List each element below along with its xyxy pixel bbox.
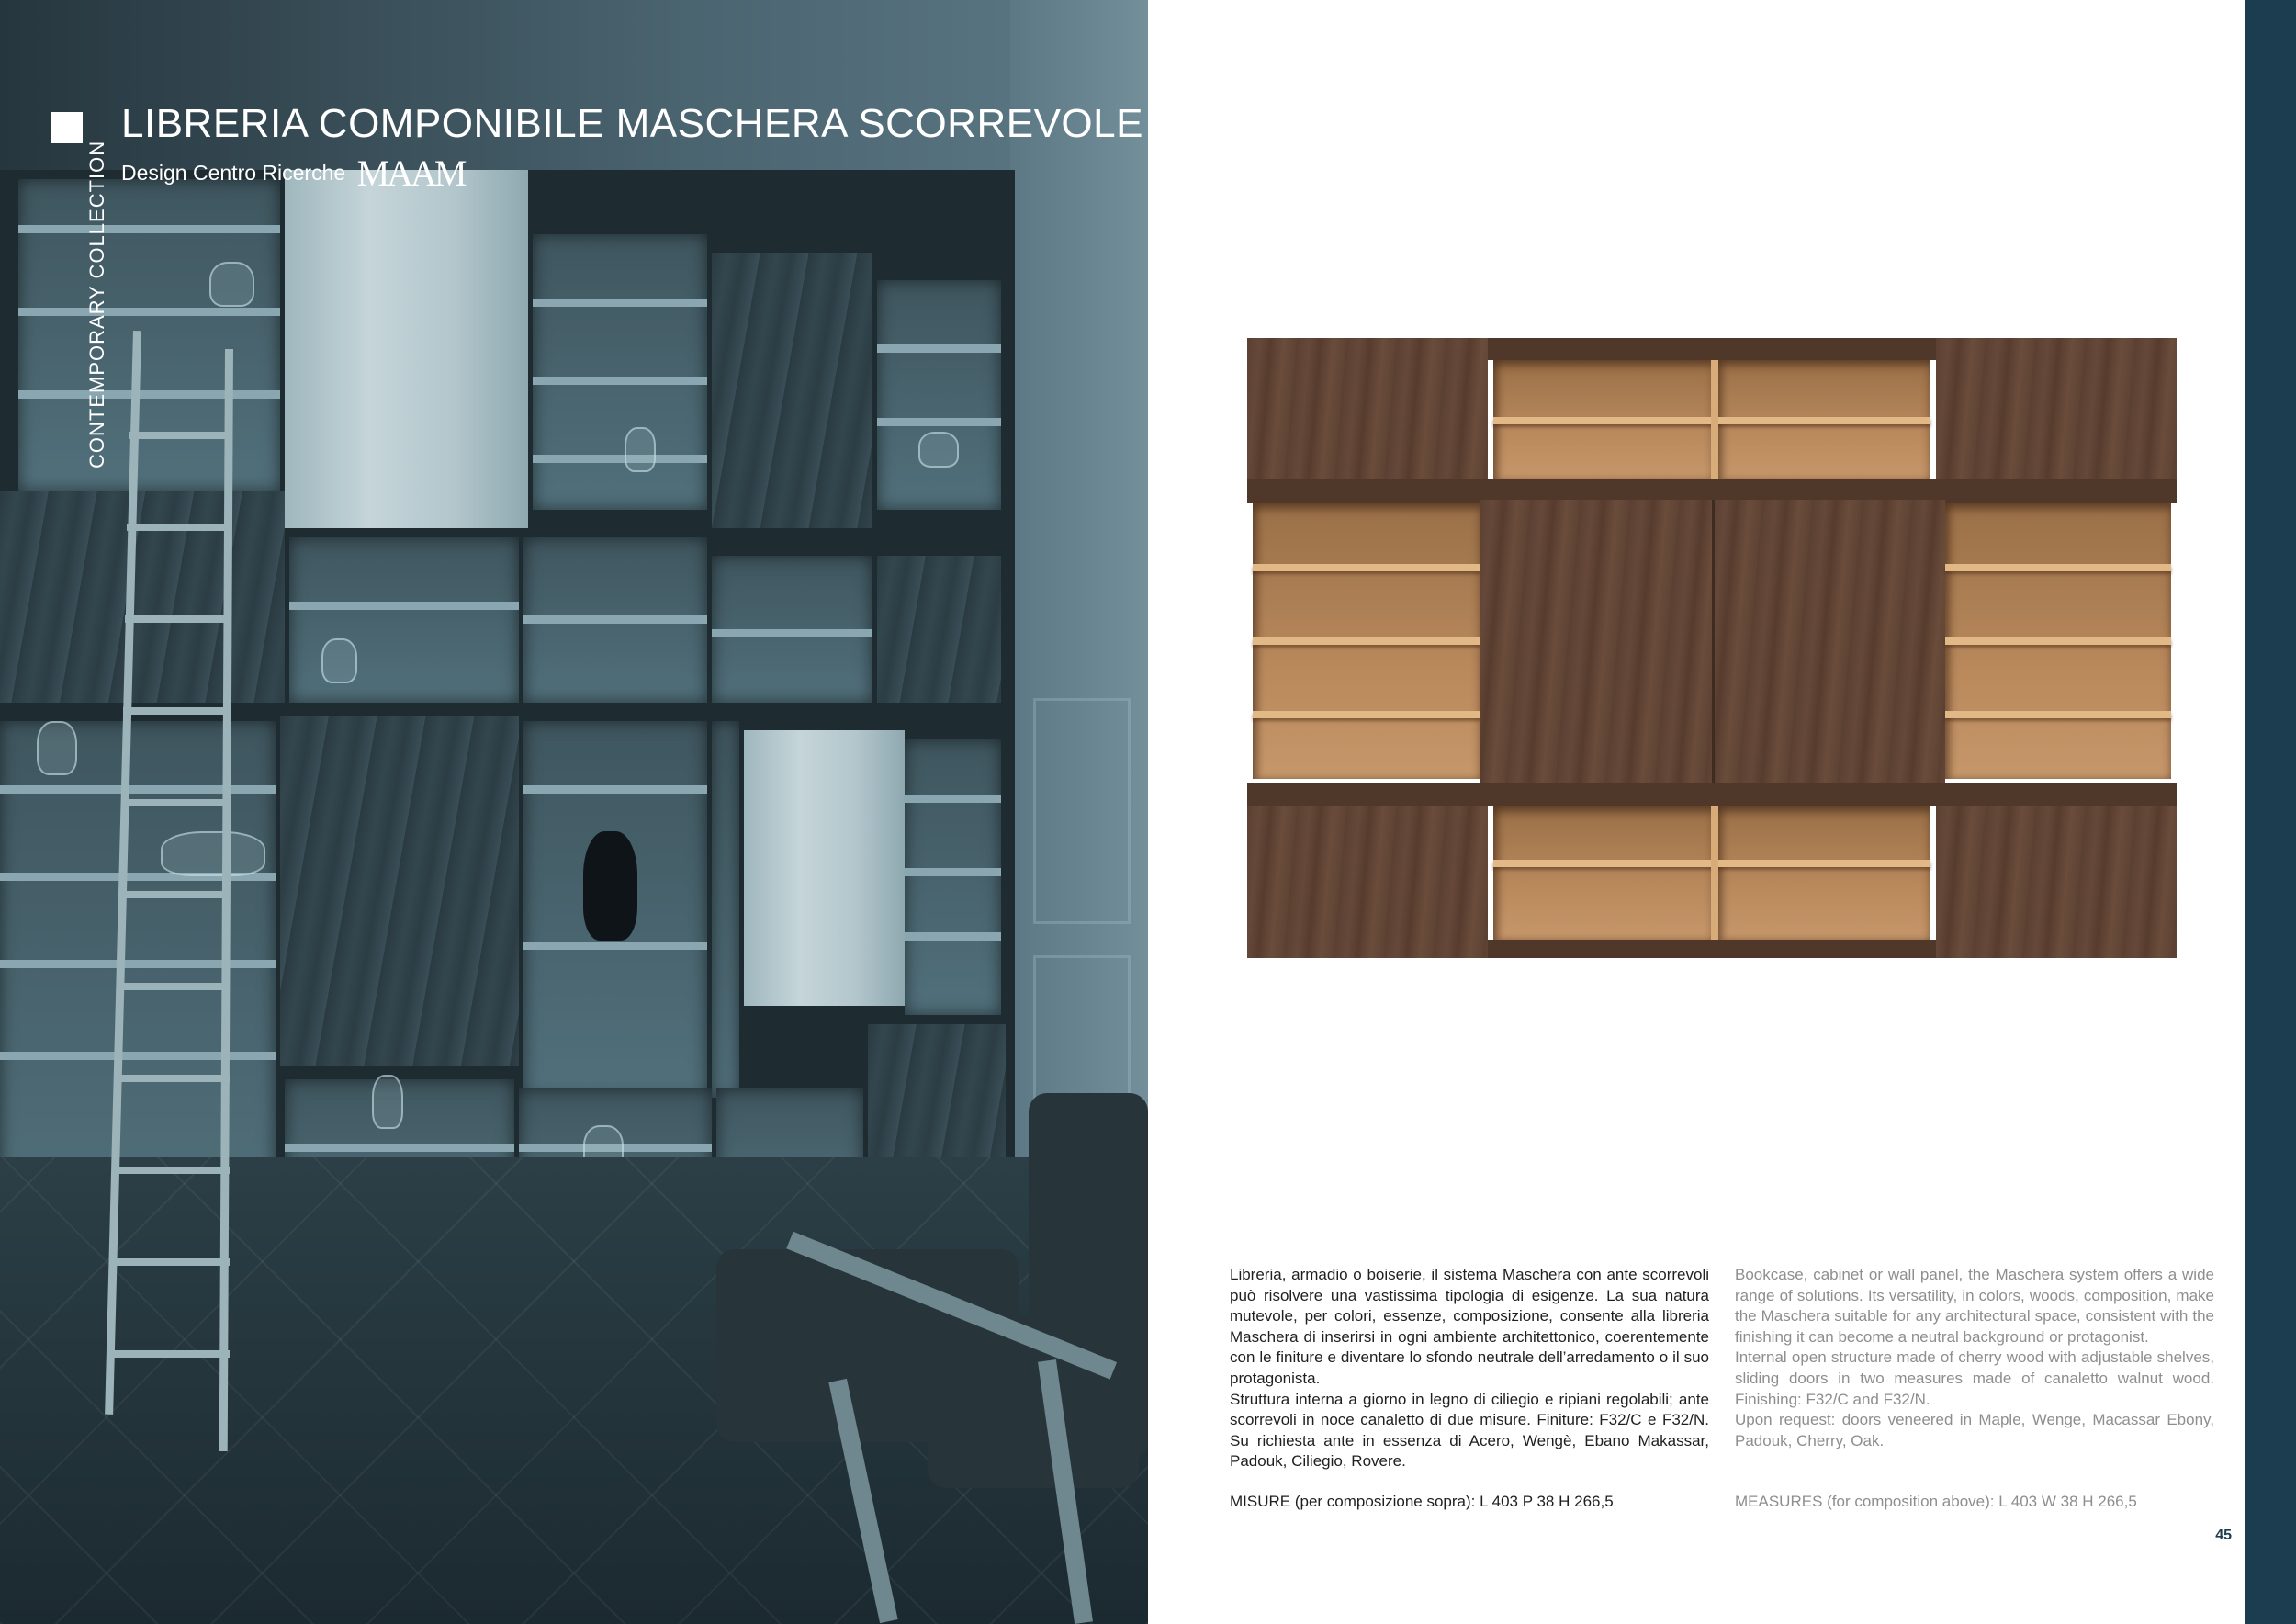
photo-bookcase — [0, 170, 1015, 1286]
photo-shelf — [0, 1052, 276, 1060]
photo-vase — [209, 262, 254, 307]
description-en-paragraph: Internal open structure made of cherry wood with adjustable shelves, sliding doors in two measures made of canaletto walnut wood. Finishing: F32/C and F32/N. — [1735, 1348, 2214, 1408]
photo-ladder-rung — [118, 983, 230, 990]
photo-ladder-rung — [110, 1350, 230, 1358]
photo-shelf — [877, 418, 1001, 426]
photo-shelf — [523, 785, 707, 794]
photo-shelf — [905, 932, 1001, 941]
product-sliding-door — [1713, 500, 1945, 783]
product-image — [1247, 338, 2177, 958]
photo-ladder-rung — [116, 1075, 230, 1082]
product-shelf — [1945, 564, 2171, 571]
accent-bar — [2245, 0, 2296, 1624]
collection-label: CONTEMPORARY COLLECTION — [85, 140, 108, 468]
photo-cell — [533, 234, 707, 510]
photo-shelf — [877, 344, 1001, 353]
product-plinth — [1488, 940, 1936, 958]
measures-english: MEASURES (for composition above): L 403 W 38 H 266,5 — [1735, 1493, 2137, 1510]
photo-cell — [905, 739, 1001, 1015]
description-it-paragraph: Libreria, armadio o boiserie, il sistema Maschera con ante scorrevoli può risolvere una vastissima tipologia di esigenze. La sua natura mutevole, per colori, essenze, composizione, consente alla libreria Maschera di inserirsi in ogni ambiente architettonico, coerentemente con le finiture e diventare lo sfondo neutrale dell’arredamento o il suo protagonista. — [1230, 1266, 1709, 1387]
product-open-cell — [1493, 806, 1714, 940]
photo-shelf — [533, 455, 707, 463]
product-sliding-door — [1480, 500, 1713, 783]
description-en-paragraph: Upon request: doors veneered in Maple, Wenge, Macassar Ebony, Padouk, Cherry, Oak. — [1735, 1411, 2214, 1449]
product-open-cell — [1717, 806, 1930, 940]
product-band — [1247, 783, 2177, 806]
photo-vase — [37, 721, 77, 775]
photo-shelf — [285, 1144, 514, 1152]
photo-vase — [625, 427, 656, 472]
photo-door-wood — [877, 556, 1001, 703]
description-en-paragraph: Bookcase, cabinet or wall panel, the Maschera system offers a wide range of solutions. Its versatility, in colors, woods, composition, make the Maschera suitable for any architectural space, consistent with the finishing it can become a neutral background or protagonist. — [1735, 1266, 2214, 1346]
brand-logo: MAAM — [356, 152, 465, 194]
product-top-frame — [1488, 338, 1936, 360]
photo-shelf — [18, 225, 280, 233]
square-bullet-icon — [51, 112, 83, 143]
photo-door-wood — [280, 716, 519, 1066]
photo-door-light — [285, 170, 528, 528]
product-shelf — [1945, 711, 2171, 718]
product-shelf — [1253, 637, 1480, 645]
photo-cell — [712, 721, 739, 1098]
product-divider — [1711, 360, 1718, 479]
photo-ladder-rung — [125, 615, 230, 623]
description-italian — [1230, 1265, 1709, 1472]
photo-shelf — [0, 785, 276, 794]
photo-shelf — [0, 960, 276, 968]
photo-shelf — [533, 377, 707, 385]
measures-italian: MISURE (per composizione sopra): L 403 P 38 H 266,5 — [1230, 1493, 1614, 1510]
photo-vase — [372, 1075, 403, 1129]
photo-shelf — [905, 795, 1001, 803]
product-top-panel — [1936, 338, 2177, 485]
photo-shelf — [533, 299, 707, 307]
photo-ladder-rung — [121, 799, 230, 806]
description-english — [1735, 1265, 2214, 1451]
wall-molding — [1033, 698, 1131, 924]
design-credit: Design Centro Ricerche — [121, 161, 346, 185]
photo-ladder-rung — [114, 1167, 230, 1174]
photo-ladder-rung — [123, 707, 230, 715]
photo-ladder-rung — [127, 524, 230, 531]
photo-shelf — [523, 615, 707, 624]
photo-door-wood — [712, 253, 872, 528]
photo-cell — [877, 280, 1001, 510]
product-divider — [1711, 806, 1718, 940]
product-top-panel — [1247, 338, 1488, 485]
photo-ladder-rung — [129, 432, 230, 439]
photo-vase — [161, 831, 265, 876]
page-number: 45 — [2215, 1528, 2232, 1543]
description-it-paragraph: Struttura interna a giorno in legno di ciliegio e ripiani regolabili; ante scorrevoli in noce canaletto di due misure. Finiture: F32/C e F32/N. Su richiesta ante in essenza di Acero, Wengè, Ebano Makassar, Padouk, Ciliegio, Rovere. — [1230, 1390, 1709, 1471]
photo-vase — [583, 831, 637, 941]
photo-vase — [918, 432, 959, 468]
photo-shelf — [523, 942, 707, 950]
photo-shelf — [18, 308, 280, 316]
product-door-seam — [1712, 500, 1715, 783]
photo-shelf — [289, 602, 519, 610]
product-bottom-panel — [1936, 806, 2177, 958]
photo-shelf — [18, 390, 280, 399]
photo-ladder-rung — [112, 1258, 230, 1266]
product-bottom-panel — [1247, 806, 1488, 958]
photo-shelf — [712, 629, 872, 637]
page-title: LIBRERIA COMPONIBILE MASCHERA SCORREVOLE — [121, 101, 1143, 146]
product-shelf — [1253, 711, 1480, 718]
product-shelf — [1945, 637, 2171, 645]
photo-ladder-rung — [119, 891, 230, 898]
page-subtitle — [121, 152, 464, 195]
product-shelf — [1253, 564, 1480, 571]
photo-vase — [321, 638, 357, 683]
photo-shelf — [905, 868, 1001, 876]
photo-door-light — [744, 730, 905, 1006]
